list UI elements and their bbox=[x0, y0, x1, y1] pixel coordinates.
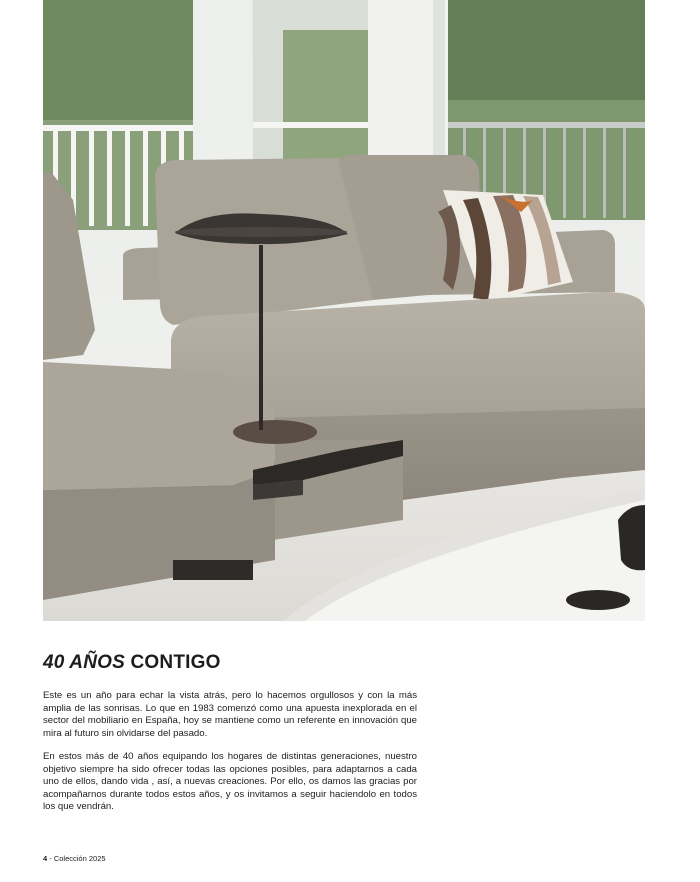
heading-rest: CONTIGO bbox=[125, 652, 221, 673]
footer-collection: Colección 2025 bbox=[53, 854, 106, 863]
footer-separator: - bbox=[47, 854, 54, 863]
body-paragraph: En estos más de 40 años equipando los hogares de distintas generaciones, nuestro objetivo siempre ha sido ofrecer todas las opciones posibles, para adaptarnos a cada uno de ellos, dando vida , así, a nuevas creaciones. Por ello, os damos las gracias por acompañarnos durante todos estos años, y os invitamos a seguir haciendolo en todos los que vendrán. bbox=[43, 751, 417, 812]
hero-photo-sofa bbox=[43, 0, 645, 621]
intro-paragraph: Este es un año para echar la vista atrás, pero lo hacemos orgullosos y con la más amplia de las sonrisas. Lo que en 1983 comenzó como una apuesta inexplorada en el sector del mobiliario en España, hoy se mantiene como un referente en innovación que mira al futuro sin olvidarse del pasado. bbox=[43, 690, 417, 739]
heading-emphasis: 40 AÑOS bbox=[43, 652, 126, 673]
page-number: 4 bbox=[43, 854, 48, 863]
page-heading bbox=[43, 652, 221, 674]
page-footer bbox=[43, 854, 106, 863]
